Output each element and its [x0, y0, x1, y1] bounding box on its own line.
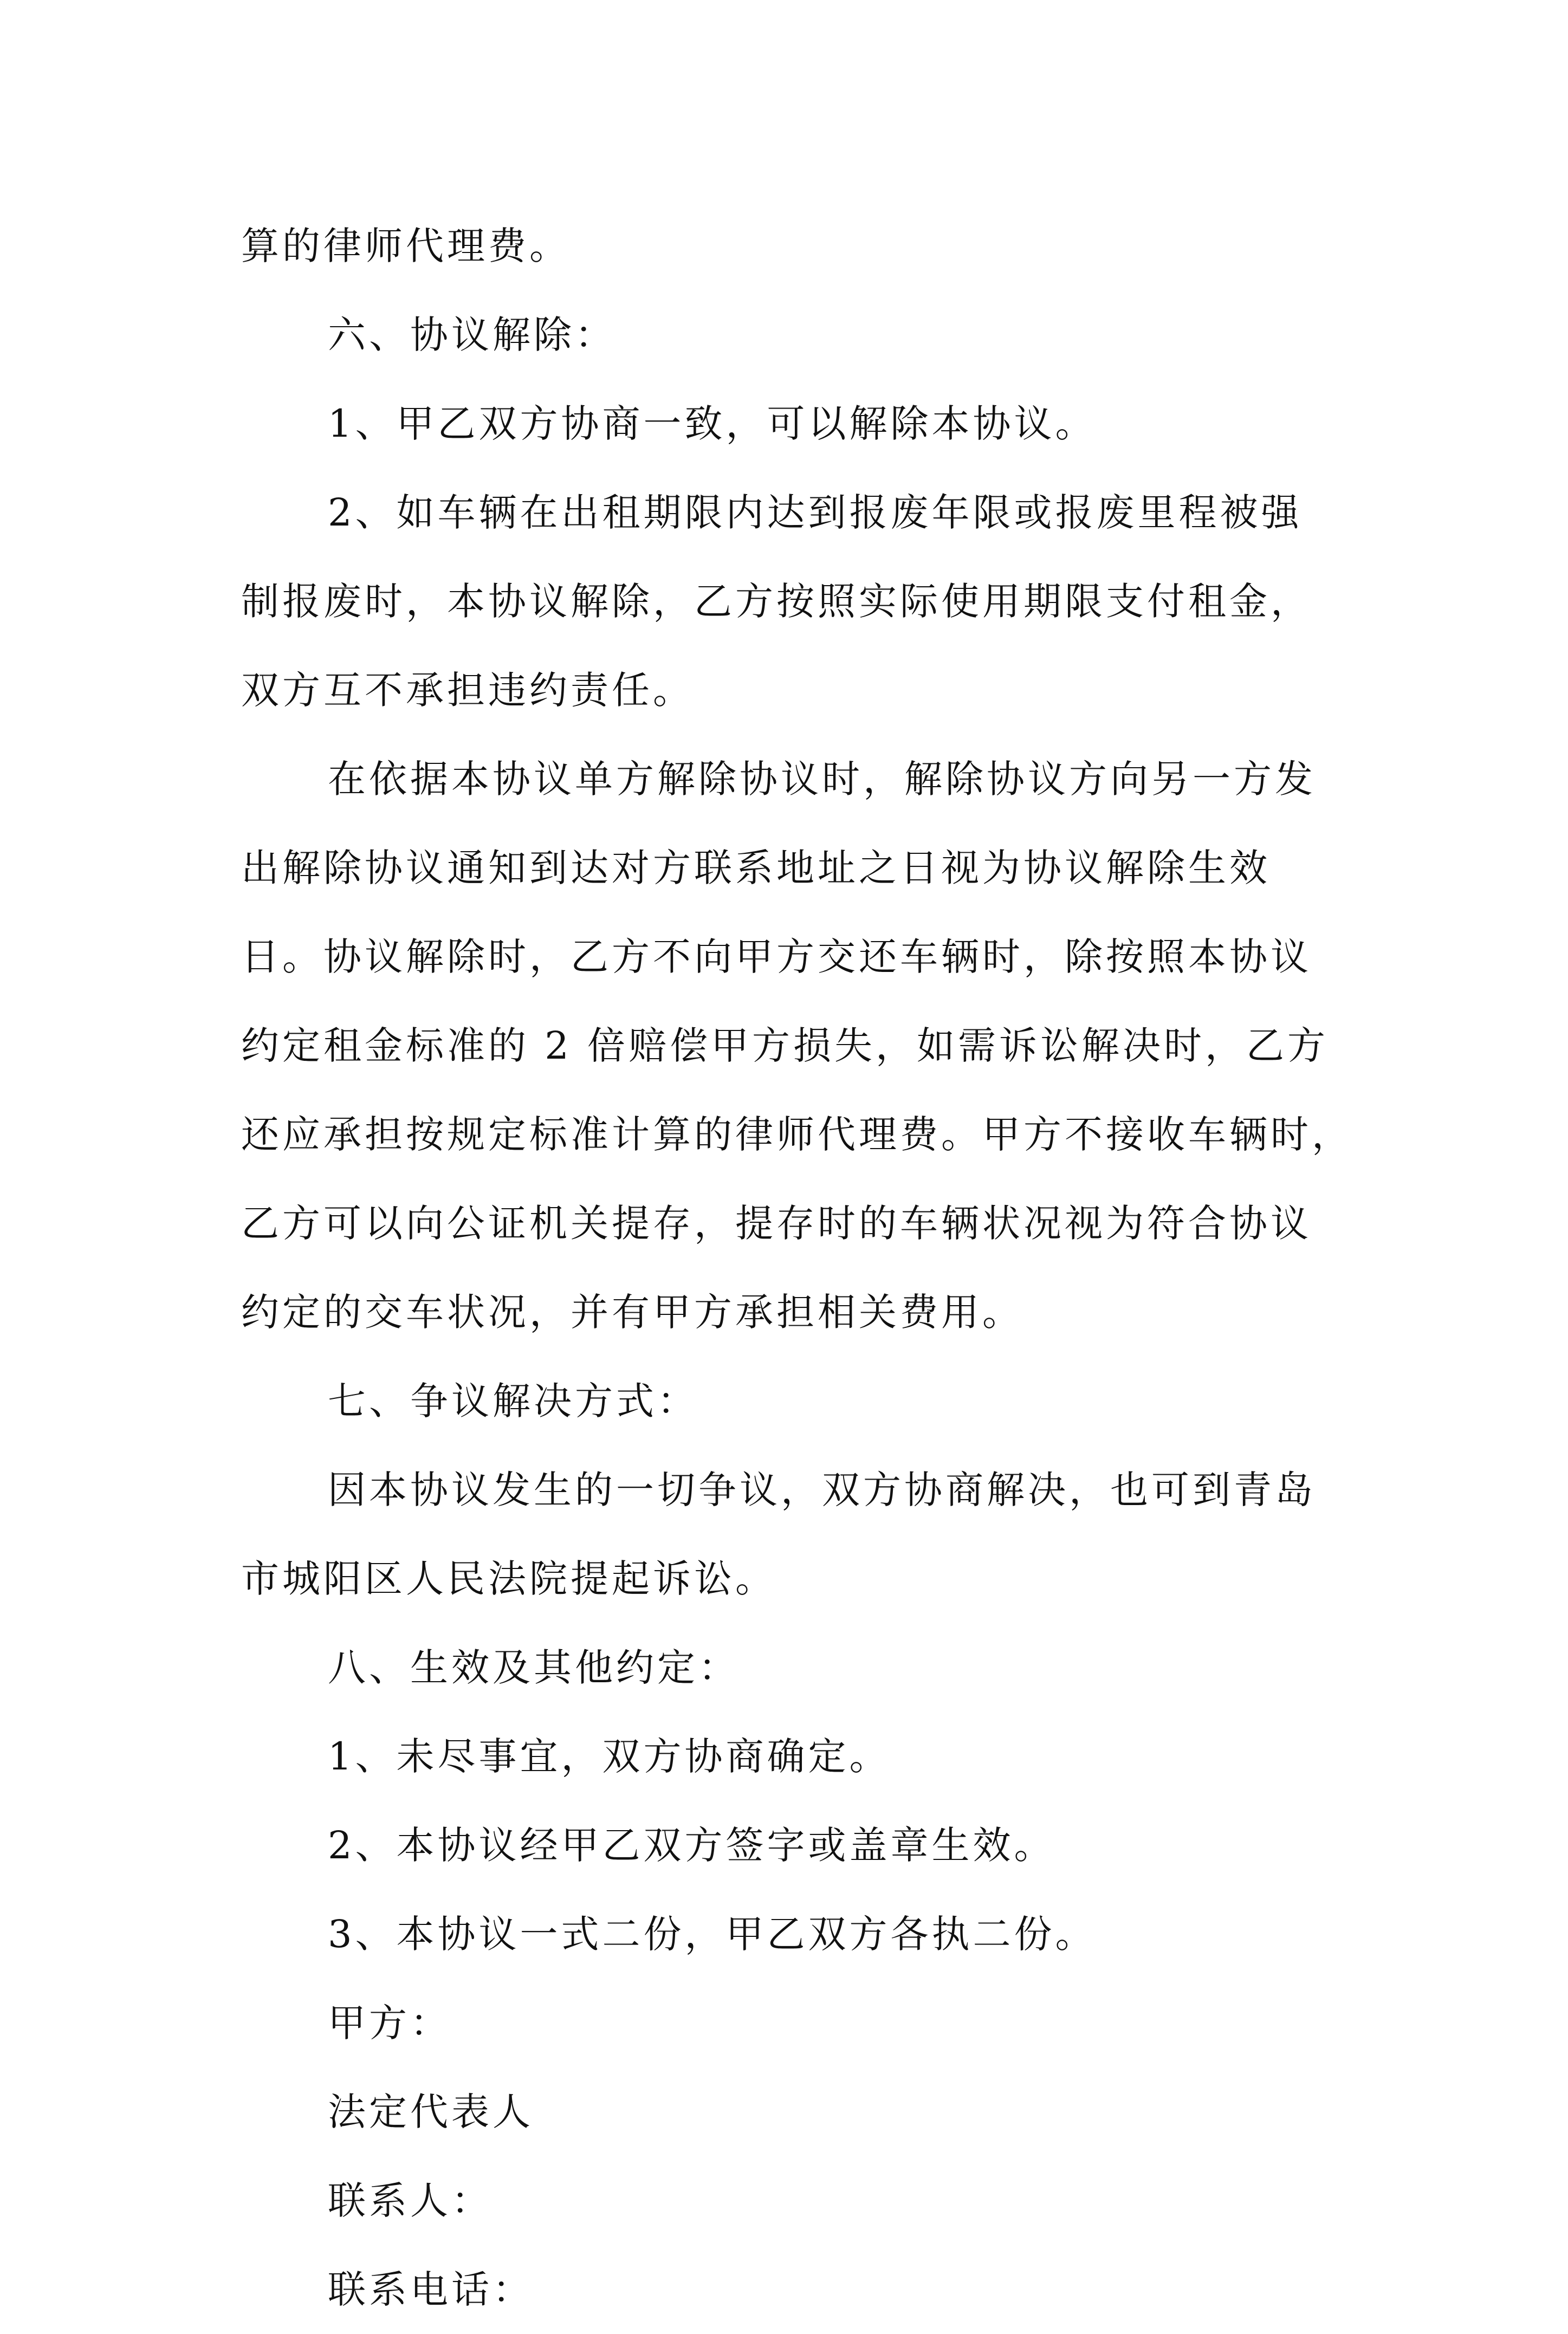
- text-line: 1、甲乙双方协商一致，可以解除本协议。: [328, 401, 1097, 446]
- section-heading: 六、协议解除：: [328, 313, 616, 357]
- text-line: 2、本协议经甲乙双方签字或盖章生效。: [328, 1823, 1055, 1868]
- text-line: 双方互不承担违约责任。: [241, 668, 694, 712]
- text-line: 出解除协议通知到达对方联系地址之日视为协议解除生效: [241, 846, 1271, 890]
- text-line: 乙方可以向公证机关提存，提存时的车辆状况视为符合协议: [241, 1201, 1312, 1246]
- signature-field-legal-representative: 法定代表人: [328, 2090, 534, 2134]
- document-body: [241, 202, 1353, 2334]
- text-line: 还应承担按规定标准计算的律师代理费。甲方不接收车辆时，: [241, 1112, 1353, 1157]
- text-line: 约定租金标准的 2 倍赔偿甲方损失，如需诉讼解决时，乙方: [241, 1023, 1329, 1068]
- text-line: 因本协议发生的一切争议，双方协商解决，也可到青岛: [328, 1468, 1316, 1512]
- text-line: 3、本协议一式二份，甲乙双方各执二份。: [328, 1912, 1097, 1956]
- text-line: 日。协议解除时，乙方不向甲方交还车辆时，除按照本协议: [241, 935, 1312, 979]
- signature-field-contact-person: 联系人：: [328, 2179, 493, 2223]
- section-heading: 八、生效及其他约定：: [328, 1645, 740, 1690]
- text-line: 制报废时，本协议解除，乙方按照实际使用期限支付租金，: [241, 579, 1312, 624]
- text-line: 市城阳区人民法院提起诉讼。: [241, 1557, 776, 1601]
- text-line: 约定的交车状况，并有甲方承担相关费用。: [241, 1290, 1023, 1334]
- text-line: 1、未尽事宜，双方协商确定。: [328, 1734, 891, 1779]
- text-line: 算的律师代理费。: [241, 224, 571, 268]
- signature-field-party-a: 甲方：: [328, 2001, 451, 2045]
- text-line: 2、如车辆在出租期限内达到报废年限或报废里程被强: [328, 490, 1303, 535]
- text-line: 在依据本协议单方解除协议时，解除协议方向另一方发: [328, 757, 1316, 801]
- signature-field-contact-phone: 联系电话：: [328, 2267, 534, 2312]
- section-heading: 七、争议解决方式：: [328, 1379, 698, 1423]
